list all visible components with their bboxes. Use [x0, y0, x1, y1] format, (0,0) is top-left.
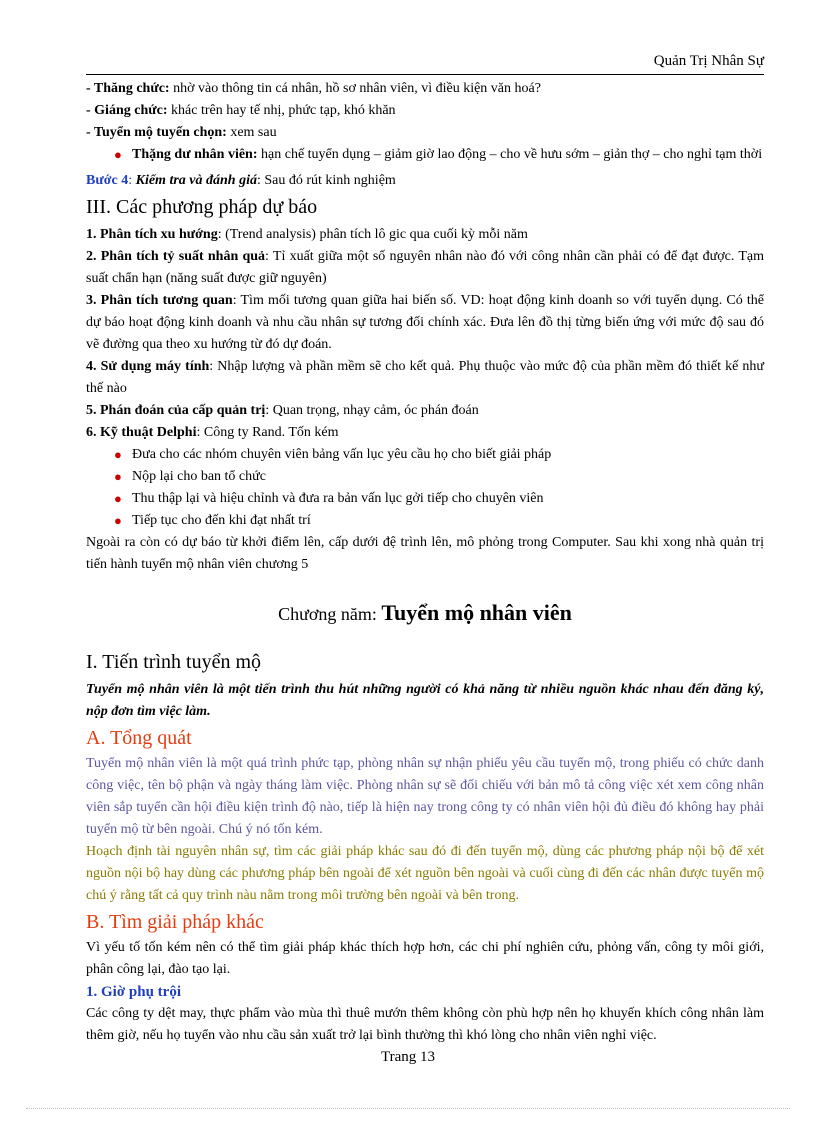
definition-text: Tuyển mộ nhân viên là một tiến trình thu hút những người có khả năng từ nhiều nguồn khác nhau đến đăng ký, nộp đơn tìm việc làm.	[86, 682, 764, 719]
paragraph	[86, 224, 764, 246]
text: : Công ty Rand. Tốn kém	[196, 425, 339, 440]
text: : Nhập lượng và phần mềm sẽ cho kết quả. Phụ thuộc vào mức độ của phần mềm đó thiết kế như thế nào	[86, 359, 764, 396]
bullet-text: Thu thập lại và hiệu chỉnh và đưa ra bản vấn lục gởi tiếp cho chuyên viên	[132, 491, 544, 506]
bullet-item	[114, 466, 764, 488]
subsection-heading: B. Tìm giải pháp khác	[86, 911, 264, 933]
bullet-item	[114, 488, 764, 510]
paragraph: Hoạch định tài nguyên nhân sự, tìm các giải pháp khác sau đó đi đến tuyển mộ, dùng các phương pháp nội bộ để xét nguồn nội bộ hay dùng các phương pháp bên ngoài để xét nguồn bên ngoài và cuối cùng đi đến các nhân được tuyển mộ chú ý rằng tất cả quy trình nàu nằm trong môi trường bên ngoài và bên trong.	[86, 844, 764, 903]
text: : Sau đó rút kinh nghiệm	[256, 173, 396, 188]
paragraph	[86, 78, 764, 100]
text: nhờ vào thông tin cá nhân, hồ sơ nhân viên, vì điều kiện văn hoá?	[169, 81, 541, 96]
paragraph: Tuyển mộ nhân viên là một quá trình phức tạp, phòng nhân sự nhận phiếu yêu cầu tuyển mộ, trong phiếu có chức danh công việc, tên bộ phận và ngày tháng làm việc. Phòng nhân sự sẽ đối chiếu với bản mô tả công việc xét xem công nhân viên sắp tuyển cần hội điều kiện trình độ nào, tiếp là hiện nay trong công ty có nhân viên hội đủ điều đó không hay phải tuyển mộ từ bên ngoài. Chú ý nó tốn kém.	[86, 756, 764, 837]
subsection-heading: A. Tổng quát	[86, 727, 192, 749]
text: : Tỉ xuất giữa một số nguyên nhân nào đó với công nhân cần phải có để đạt được. Tạm suất chẩn hạn (năng suất được giữ nguyên)	[86, 249, 764, 286]
paragraph: Vì yếu tố tốn kém nên có thể tìm giải pháp khác thích hợp hơn, các chi phí nghiên cứu, phỏng vấn, công ty môi giới, phân công lại, đào tạo lại.	[86, 940, 764, 977]
term-label: - Tuyển mộ tuyển chọn:	[86, 125, 227, 140]
step-label: Bước 4	[86, 173, 129, 188]
bullet-icon: ●	[114, 469, 122, 484]
term-label: 4. Sử dụng máy tính	[86, 359, 210, 374]
paragraph	[86, 356, 764, 400]
paragraph	[86, 122, 764, 144]
term-label: - Giáng chức:	[86, 103, 168, 118]
paragraph	[86, 400, 764, 422]
term-label: 3. Phân tích tương quan	[86, 293, 233, 308]
page-footer	[0, 1046, 816, 1068]
section-heading: I. Tiến trình tuyển mộ	[86, 651, 262, 673]
header-title: Quản Trị Nhân Sự	[653, 53, 764, 69]
page-number: Trang 13	[380, 1049, 436, 1065]
bullet-text: Tiếp tục cho đến khi đạt nhất trí	[132, 513, 311, 528]
page-divider	[26, 1108, 790, 1109]
bullet-icon: ●	[114, 447, 122, 462]
text: xem sau	[226, 125, 277, 140]
bullet-text: Đưa cho các nhóm chuyên viên bảng vấn lục yêu cầu họ cho biết giải pháp	[132, 447, 552, 462]
sub-heading: 1. Giờ phụ trội	[86, 984, 181, 1000]
bullet-item	[114, 510, 764, 532]
paragraph	[86, 246, 764, 290]
term-label: 2. Phân tích tỷ suất nhân quả	[86, 249, 266, 264]
definition	[86, 679, 764, 723]
page-header	[86, 48, 764, 75]
paragraph	[86, 100, 764, 122]
bullet-item	[114, 144, 764, 166]
term-label: 5. Phán đoán của cấp quản trị	[86, 403, 266, 418]
bullet-icon: ●	[114, 513, 122, 528]
chapter-name: Tuyển mộ nhân viên	[381, 600, 572, 625]
paragraph: Bước 4: Kiểm tra và đánh giá: Sau đó rút kinh nghiệm	[86, 173, 396, 188]
section-heading: III. Các phương pháp dự báo	[86, 196, 318, 218]
text: : (Trend analysis) phân tích lô gic qua cuối kỳ mỗi năm	[217, 227, 528, 242]
text: : Tìm mối tương quan giữa hai biến số. VD: hoạt động kinh doanh so với tuyển dụng. Có thể dự báo hoạt động kinh doanh và nhu cầu nhân sự tương đối chính xác. Đưa lên đồ thị từng biến ứng với mức độ sau đó vẽ đường qua theo xu hướng từ đó dự đoán.	[86, 293, 764, 352]
text: : Quan trọng, nhạy cảm, óc phán đoán	[265, 403, 479, 418]
document-body	[86, 78, 764, 1047]
paragraph: Các công ty dệt may, thực phẩm vào mùa thì thuê mướn thêm không còn phù hợp nên họ khuyến khích công nhân làm thêm giờ, nếu họ tuyển vào nhu cầu sản xuất trở lại bình thường thì khó lòng cho nhân viên nghỉ việc.	[86, 1006, 764, 1043]
bullet-icon: ●	[114, 147, 122, 162]
paragraph: Ngoài ra còn có dự báo từ khởi điểm lên, cấp dưới đệ trình lên, mô phỏng trong Computer. Sau khi xong nhà quản trị tiến hành tuyển mộ nhân viên chương 5	[86, 535, 764, 572]
term-label: Thặng dư nhân viên:	[132, 147, 258, 162]
paragraph	[86, 290, 764, 356]
term-label: 6. Kỹ thuật Delphi	[86, 425, 197, 440]
chapter-title	[86, 598, 764, 629]
chapter-prefix: Chương năm:	[278, 604, 382, 624]
bullet-text: Nộp lại cho ban tổ chức	[132, 469, 266, 484]
paragraph	[86, 422, 764, 444]
text: hạn chế tuyển dụng – giảm giờ lao động – cho về hưu sớm – giản thợ – cho nghỉ tạm thời	[257, 147, 763, 162]
bullet-item	[114, 444, 764, 466]
step-title: Kiểm tra và đánh giá	[135, 173, 257, 188]
bullet-icon: ●	[114, 491, 122, 506]
text: khác trên hay tế nhị, phức tạp, khó khăn	[167, 103, 396, 118]
term-label: - Thăng chức:	[86, 81, 170, 96]
term-label: 1. Phân tích xu hướng	[86, 227, 218, 242]
